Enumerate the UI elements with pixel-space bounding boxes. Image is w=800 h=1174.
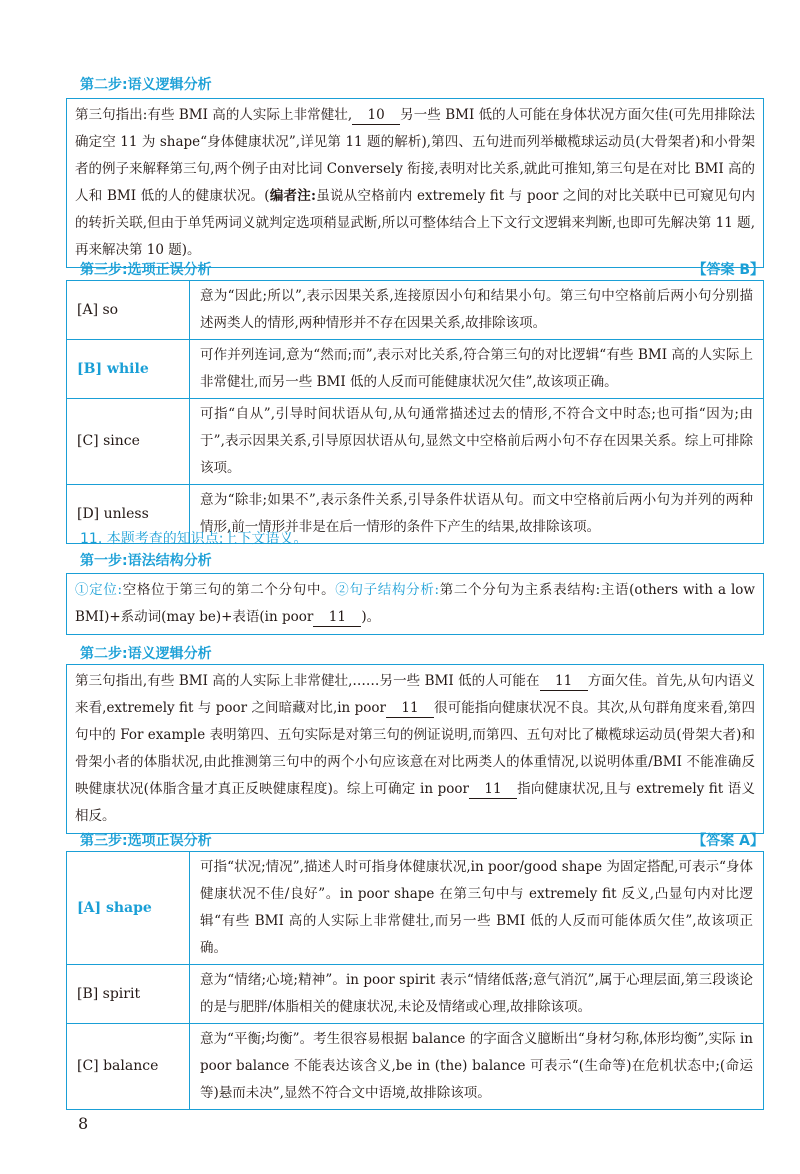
q11-step1-box — [66, 573, 764, 635]
option-explanation: 可指“状况;情况”,描述人时可指身体健康状况,in poor/good shape 为固定搭配,可表示“身体健康状况不佳/良好”。in poor shape 在第三句中与 extremely fit 反义,凸显句内对比逻辑“有些 BMI 高的人实际上非常健壮,而另一些 BMI 低的人反而可能体质欠佳”,故该项正确。 — [190, 852, 764, 965]
q11-step1-paragraph: ①定位:空格位于第三句的第二个分句中。②句子结构分析:第二个分句为主系表结构:主语(others with a low BMI)+系动词(may be)+表语(in poor 11 )。 — [75, 582, 755, 625]
blank-10: 10 — [352, 106, 400, 125]
option-label: [A] so — [67, 281, 190, 340]
q11-step2-box — [66, 664, 764, 834]
option-explanation: 可作并列连词,意为“然而;而”,表示对比关系,符合第三句的对比逻辑“有些 BMI 高的人实际上非常健壮,而另一些 BMI 低的人反而可能健康状况欠佳”,故该项正确。 — [190, 340, 764, 399]
q11-header: 11. 本题考查的知识点:上下文语义。 — [80, 531, 308, 547]
position-label: ①定位: — [75, 582, 123, 598]
blank-11: 11 — [540, 672, 588, 691]
option-explanation: 意为“平衡;均衡”。考生很容易根据 balance 的字面含义臆断出“身材匀称,体形均衡”,实际 in poor balance 不能表达该含义,be in (the) balance 可表示“(生命等)在危机状态中;(命运等)悬而未决”,显然不符合文中语境,故排除该项。 — [190, 1024, 764, 1110]
structure-label: ②句子结构分析: — [335, 582, 440, 598]
q10-answer: 【答案 B】 — [692, 262, 764, 278]
q10-step2-paragraph: 第三句指出:有些 BMI 高的人实际上非常健壮, 10 另一些 BMI 低的人可能在身体状况方面欠佳(可先用排除法确定空 11 为 shape“身体健康状况”,详见第 11 题的解析),第四、五句进而列举橄榄球运动员(大骨架者)和小骨架者的例子来解释第三句,两个例子由对比词 Conversely 衔接,表明对比关系,就此可推知,第三句是在对比 BMI 高的人和 BMI 低的人的健康状况。(编者注:虽说从空格前内 extremely fit 与 poor 之间的对比关联中已可窥见句内的转折关联,但由于单凭两词义就判定选项稍显武断,所以可整体结合上下文行文逻辑来判断,也即可先解决第 11 题,再来解决第 10 题)。 — [75, 107, 755, 258]
table-row — [67, 852, 764, 965]
q11-options-table — [66, 851, 764, 1110]
option-explanation: 意为“因此;所以”,表示因果关系,连接原因小句和结果小句。第三句中空格前后两小句分别描述两类人的情形,两种情形并不存在因果关系,故排除该项。 — [190, 281, 764, 340]
option-explanation: 意为“情绪;心境;精神”。in poor spirit 表示“情绪低落;意气消沉”,属于心理层面,第三段谈论的是与肥胖/体脂相关的健康状况,未论及情绪或心理,故排除该项。 — [190, 965, 764, 1024]
option-label: [D] unless — [67, 485, 190, 544]
table-row — [67, 399, 764, 485]
blank-11: 11 — [313, 608, 361, 627]
editor-note-label: 编者注: — [269, 188, 317, 204]
q10-step2-title: 第二步:语义逻辑分析 — [80, 77, 212, 93]
q10-options-table — [66, 280, 764, 544]
q11-answer: 【答案 A】 — [692, 833, 764, 849]
table-row — [67, 1024, 764, 1110]
q11-step2-title: 第二步:语义逻辑分析 — [80, 646, 212, 662]
q10-step2-box — [66, 98, 764, 268]
page-number: 8 — [78, 1114, 89, 1133]
blank-11: 11 — [386, 699, 434, 718]
blank-11: 11 — [469, 780, 517, 799]
option-explanation: 可指“自从”,引导时间状语从句,从句通常描述过去的情形,不符合文中时态;也可指“因为;由于”,表示因果关系,引导原因状语从句,显然文中空格前后两小句不存在因果关系。综上可排除该项。 — [190, 399, 764, 485]
q11-step2-paragraph: 第三句指出,有些 BMI 高的人实际上非常健壮,……另一些 BMI 低的人可能在 11 方面欠佳。首先,从句内语义来看,extremely fit 与 poor 之间暗藏对比,in poor 11 很可能指向健康状况不良。其次,从句群角度来看,第四句中的 For example 表明第四、五句实际是对第三句的例证说明,而第四、五句对比了橄榄球运动员(骨架大者)和骨架小者的体脂状况,由此推测第三句中的两个小句应该意在对比两类人的体重情况,以说明体重/BMI 不能准确反映健康状况(体脂含量才真正反映健康程度)。综上可确定 in poor 11 指向健康状况,且与 extremely fit 语义相反。 — [75, 673, 755, 824]
q11-step3-title: 第三步:选项正误分析 — [80, 833, 212, 849]
option-label: [C] balance — [67, 1024, 190, 1110]
q11-step1-title: 第一步:语法结构分析 — [80, 553, 212, 569]
q10-step3-title: 第三步:选项正误分析 — [80, 262, 212, 278]
table-row — [67, 340, 764, 399]
option-explanation: 意为“除非;如果不”,表示条件关系,引导条件状语从句。而文中空格前后两小句为并列的两种情形,前一情形并非是在后一情形的条件下产生的结果,故排除该项。 — [190, 485, 764, 544]
option-label: [A] shape — [67, 852, 190, 965]
table-row — [67, 965, 764, 1024]
table-row — [67, 281, 764, 340]
option-label: [B] while — [67, 340, 190, 399]
option-label: [B] spirit — [67, 965, 190, 1024]
option-label: [C] since — [67, 399, 190, 485]
